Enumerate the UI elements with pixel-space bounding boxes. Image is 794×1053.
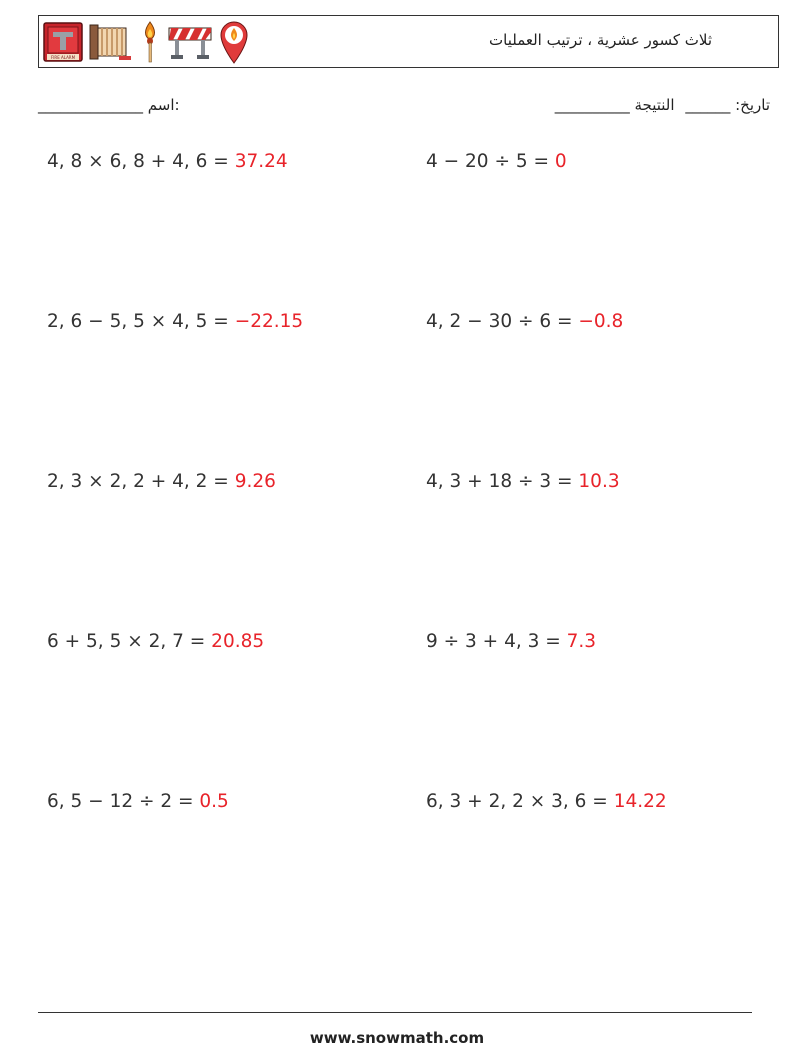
score-blank[interactable]: __________ [554,96,630,114]
problem-expression: 9 ÷ 3 + 4, 3 = [426,631,567,652]
date-blank[interactable]: ______ [685,96,731,114]
date-score-field [555,96,770,114]
problem-answer: 14.22 [613,791,667,812]
problem-answer: 9.26 [234,471,276,492]
problem-answer: 20.85 [211,631,265,652]
problem-expression: 2, 3 × 2, 2 + 4, 2 = [47,471,235,492]
worksheet-title: ثلاث كسور عشرية ، ترتيب العمليات [489,31,712,49]
problem-answer: 0.5 [199,791,229,812]
problem-8 [426,631,596,652]
header-icons [43,19,249,65]
problem-3 [47,311,303,332]
problem-1 [47,151,288,172]
fire-alarm-text: FIRE ALARM [50,55,76,60]
problem-answer: −0.8 [578,311,624,332]
fire-alarm-icon [43,22,83,62]
problem-expression: 6 + 5, 5 × 2, 7 = [47,631,212,652]
score-label: النتيجة [634,96,675,114]
problem-5 [47,471,276,492]
problem-answer: 0 [554,151,567,172]
name-field [38,96,180,114]
problem-2 [426,151,567,172]
problem-answer: 37.24 [234,151,288,172]
problem-answer: −22.15 [234,311,304,332]
name-blank[interactable]: ______________ [38,96,143,114]
problem-expression: 4, 8 × 6, 8 + 4, 6 = [47,151,235,172]
problem-4 [426,311,623,332]
name-label: اسم: [147,96,180,114]
footer-divider [38,1012,752,1013]
fire-hose-icon [89,22,133,62]
problem-expression: 2, 6 − 5, 5 × 4, 5 = [47,311,235,332]
problem-answer: 7.3 [566,631,597,652]
problem-expression: 6, 3 + 2, 2 × 3, 6 = [426,791,614,812]
problem-expression: 4, 2 − 30 ÷ 6 = [426,311,579,332]
problem-answer: 10.3 [578,471,620,492]
fire-location-pin-icon [219,20,249,64]
problem-9 [47,791,229,812]
barrier-icon [167,22,213,62]
problem-6 [426,471,620,492]
problem-expression: 4 − 20 ÷ 5 = [426,151,555,172]
footer-url[interactable]: www.snowmath.com [309,1029,485,1047]
date-label: تاريخ: [735,96,770,114]
problem-7 [47,631,264,652]
problem-10 [426,791,667,812]
problem-expression: 6, 5 − 12 ÷ 2 = [47,791,200,812]
match-icon [139,20,161,64]
worksheet-header [38,15,779,68]
problem-expression: 4, 3 + 18 ÷ 3 = [426,471,579,492]
